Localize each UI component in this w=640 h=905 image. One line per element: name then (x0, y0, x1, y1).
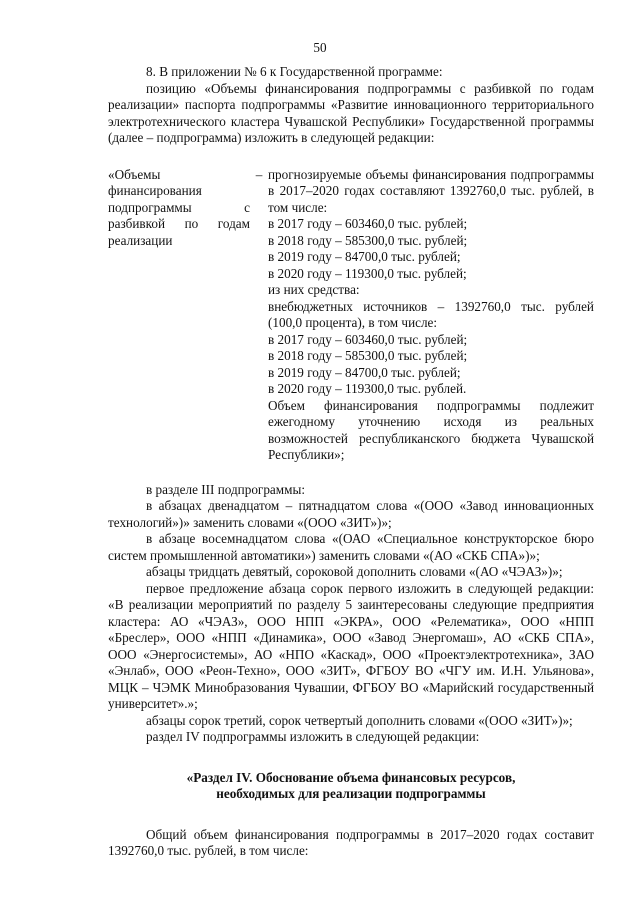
table-line: внебюджетных источников – 1392760,0 тыс. рублей (100,0 процента), в том числе: (268, 298, 594, 330)
table-dash: – (255, 166, 263, 182)
section-heading: «Раздел IV. Обоснование объема финансовых ресурсов, (186, 769, 516, 785)
closing-paragraph: Общий объем финансирования подпрограммы в 2017–2020 годах составит 1392760,0 тыс. рублей, в том числе: (108, 826, 594, 858)
document-body (108, 60, 594, 860)
body-paragraph: раздел IV подпрограммы изложить в следующей редакции: (146, 729, 480, 744)
table-line: в 2020 году – 119300,0 тыс. рублей; (268, 265, 467, 281)
table-line: в 2017 году – 603460,0 тыс. рублей; (268, 216, 468, 231)
body-paragraph: в разделе III подпрограммы: (146, 481, 306, 497)
table-right-cell (268, 167, 594, 464)
table-line: в 2018 году – 585300,0 тыс. рублей; (268, 232, 468, 248)
table-left-cell: «Объемы финансирования подпрограммы с разбивкой по годам реализации (108, 166, 250, 248)
financing-table (108, 167, 594, 464)
intro-item-8: 8. В приложении № 6 к Государственной программе: (146, 64, 443, 79)
body-paragraph: в абзацах двенадцатом – пятнадцатом слова «(ООО «Завод инновационных технологий»)» заменить словами «(ООО «ЗИТ»)»; (108, 498, 594, 530)
intro-paragraph: позицию «Объемы финансирования подпрограммы с разбивкой по годам реализации» паспорта подпрограммы «Развитие инновационного территориального электротехнического кластера Чувашской Республики» Государственной программы (далее – подпрограмма) изложить в следующей редакции: (108, 80, 594, 145)
table-line: из них средства: (268, 282, 360, 297)
table-line: в 2018 году – 585300,0 тыс. рублей; (268, 348, 468, 363)
table-line: Объем финансирования подпрограммы подлежит ежегодному уточнению исходя из реальных возможностей республиканского бюджета Чувашской Республики»; (268, 397, 594, 462)
table-line: в 2019 году – 84700,0 тыс. рублей; (268, 364, 461, 380)
body-paragraph: первое предложение абзаца сорок первого изложить в следующей редакции: «В реализации мероприятий по разделу 5 заинтересованы следующие предприятия кластера: АО «ЧЭАЗ», ООО НПП «ЭКРА», ООО «Релематика», ООО «НПП «Бреслер», ООО «НПП «Динамика», ООО «Завод Энергомаш», АО «СКБ СПА», ООО «Энергосистемы», АО «НПО «Каскад», ООО «Проектэлектротехника», ЗАО «Энлаб», ООО «Реон-Техно», ООО «ЗИТ», ФГБОУ ВО «ЧГУ им. И.Н. Ульянова», МЦК – ЧЭМК Минобразования Чувашии, ФГБОУ ВО «Марийский государственный университет».»; (108, 580, 594, 711)
table-line: в 2019 году – 84700,0 тыс. рублей; (268, 249, 461, 264)
table-line: в 2017 году – 603460,0 тыс. рублей; (268, 331, 468, 347)
table-line: прогнозируемые объемы финансирования подпрограммы в 2017–2020 годах составляют 1392760,0 тыс. рублей, в том числе: (268, 166, 594, 215)
table-line: в 2020 году – 119300,0 тыс. рублей. (268, 381, 467, 396)
body-paragraph: в абзаце восемнадцатом слова «(ОАО «Специальное конструкторское бюро систем промышленной автоматики») заменить словами «(АО «СКБ СПА»)»; (108, 531, 594, 563)
body-paragraph: абзацы сорок третий, сорок четвертый дополнить словами «(ООО «ЗИТ»)»; (146, 712, 573, 728)
section-heading: необходимых для реализации подпрограммы (216, 786, 486, 801)
body-paragraph: абзацы тридцать девятый, сороковой дополнить словами «(АО «ЧЭАЗ»)»; (146, 564, 563, 579)
page-number: 50 (313, 40, 327, 55)
